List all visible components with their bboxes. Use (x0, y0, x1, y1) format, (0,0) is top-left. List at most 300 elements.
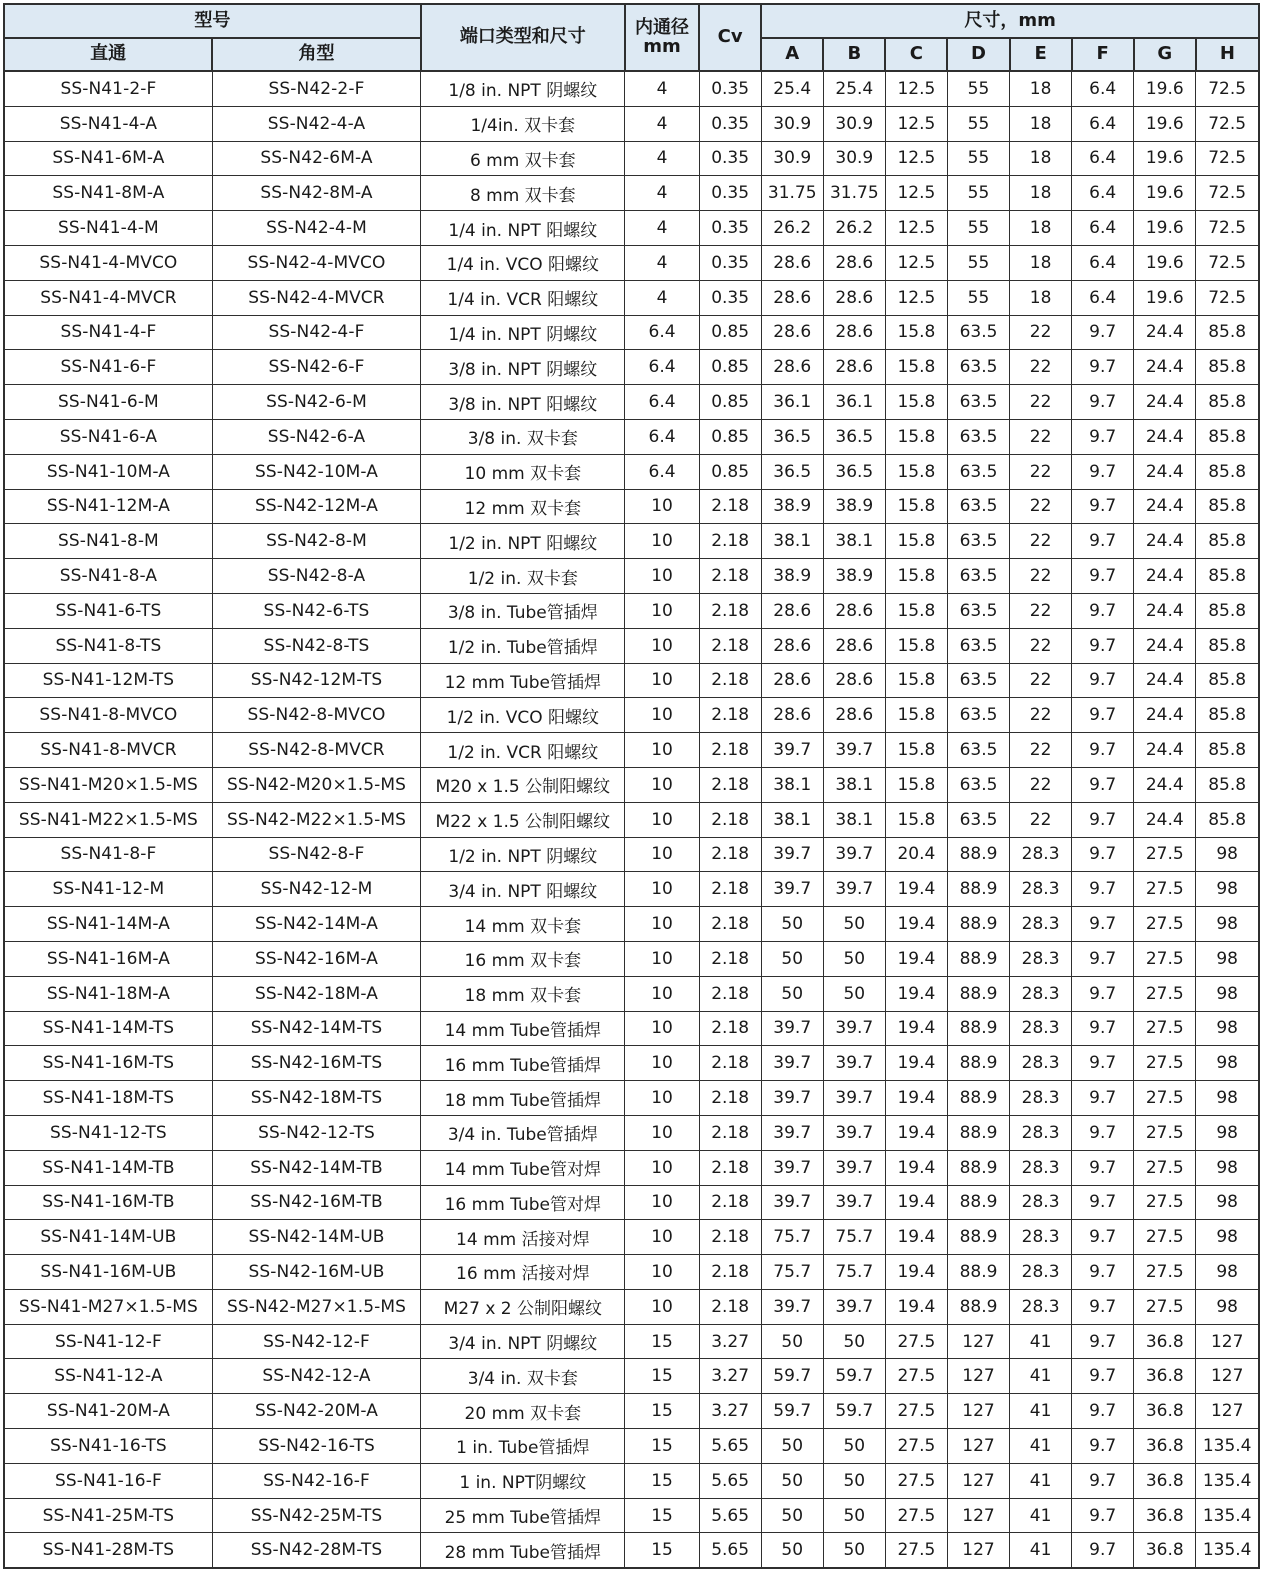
dim-g-cell: 27.5 (1134, 976, 1196, 1011)
dim-header-d: D (947, 38, 1009, 71)
dim-c-cell: 15.8 (885, 698, 947, 733)
angle-model-cell: SS-N42-8-F (212, 837, 420, 872)
dim-e-cell: 28.3 (1010, 837, 1072, 872)
dim-a-cell: 36.5 (761, 419, 823, 454)
table-row (4, 454, 1259, 489)
dim-d-cell: 88.9 (947, 1046, 1009, 1081)
port-cell: 16 mm Tube管对焊 (421, 1185, 625, 1220)
dim-g-cell: 36.8 (1134, 1533, 1196, 1568)
dim-d-cell: 63.5 (947, 454, 1009, 489)
dim-e-cell: 28.3 (1010, 1255, 1072, 1290)
dim-header-h: H (1196, 38, 1259, 71)
angle-model-cell: SS-N42-16M-A (212, 941, 420, 976)
straight-model-cell: SS-N41-4-MVCO (4, 245, 212, 280)
port-cell: 3/8 in. 双卡套 (421, 419, 625, 454)
dim-e-cell: 41 (1010, 1533, 1072, 1568)
dim-d-cell: 63.5 (947, 559, 1009, 594)
port-cell: 18 mm 双卡套 (421, 976, 625, 1011)
dim-a-cell: 75.7 (761, 1220, 823, 1255)
straight-model-cell: SS-N41-6M-A (4, 141, 212, 176)
bore-cell: 10 (625, 1185, 699, 1220)
dim-f-cell: 9.7 (1072, 698, 1134, 733)
dim-b-cell: 39.7 (823, 1046, 885, 1081)
dim-c-cell: 19.4 (885, 1046, 947, 1081)
port-cell: 1/2 in. NPT 阳螺纹 (421, 524, 625, 559)
angle-model-cell: SS-N42-4-M (212, 211, 420, 246)
dim-d-cell: 88.9 (947, 1289, 1009, 1324)
cv-cell: 0.85 (699, 454, 761, 489)
dim-c-cell: 19.4 (885, 1081, 947, 1116)
cv-cell: 0.85 (699, 385, 761, 420)
dim-b-cell: 28.6 (823, 593, 885, 628)
port-cell: 14 mm Tube管插焊 (421, 1011, 625, 1046)
dim-h-cell: 85.8 (1196, 315, 1259, 350)
dim-c-cell: 15.8 (885, 767, 947, 802)
angle-model-cell: SS-N42-6-M (212, 385, 420, 420)
dim-a-cell: 25.4 (761, 71, 823, 106)
angle-model-cell: SS-N42-14M-TB (212, 1150, 420, 1185)
dim-a-cell: 50 (761, 1498, 823, 1533)
cv-cell: 2.18 (699, 837, 761, 872)
dim-c-cell: 12.5 (885, 280, 947, 315)
dim-h-cell: 98 (1196, 1115, 1259, 1150)
dim-c-cell: 15.8 (885, 663, 947, 698)
cv-cell: 2.18 (699, 1150, 761, 1185)
dim-b-cell: 28.6 (823, 628, 885, 663)
cv-cell: 5.65 (699, 1533, 761, 1568)
dim-e-cell: 22 (1010, 559, 1072, 594)
dim-f-cell: 9.7 (1072, 1115, 1134, 1150)
table-row (4, 1185, 1259, 1220)
dim-b-cell: 39.7 (823, 837, 885, 872)
angle-model-cell: SS-N42-6-A (212, 419, 420, 454)
dim-f-cell: 9.7 (1072, 802, 1134, 837)
dim-f-cell: 9.7 (1072, 837, 1134, 872)
dim-e-cell: 28.3 (1010, 872, 1072, 907)
cv-cell: 2.18 (699, 1255, 761, 1290)
dim-c-cell: 15.8 (885, 733, 947, 768)
table-row (4, 176, 1259, 211)
dim-c-cell: 19.4 (885, 976, 947, 1011)
dim-a-cell: 39.7 (761, 1046, 823, 1081)
bore-cell: 6.4 (625, 454, 699, 489)
bore-cell: 15 (625, 1463, 699, 1498)
dim-a-cell: 28.6 (761, 245, 823, 280)
dim-f-cell: 9.7 (1072, 524, 1134, 559)
dim-d-cell: 88.9 (947, 907, 1009, 942)
dim-e-cell: 22 (1010, 663, 1072, 698)
dim-b-cell: 28.6 (823, 663, 885, 698)
dim-d-cell: 88.9 (947, 1185, 1009, 1220)
dim-a-cell: 39.7 (761, 1115, 823, 1150)
dim-d-cell: 88.9 (947, 1115, 1009, 1150)
angle-model-cell: SS-N42-4-MVCR (212, 280, 420, 315)
dim-a-cell: 50 (761, 907, 823, 942)
dim-a-cell: 38.1 (761, 524, 823, 559)
dim-e-cell: 18 (1010, 280, 1072, 315)
dim-d-cell: 127 (947, 1394, 1009, 1429)
dim-b-cell: 36.5 (823, 454, 885, 489)
dim-a-cell: 31.75 (761, 176, 823, 211)
dim-h-cell: 85.8 (1196, 802, 1259, 837)
dim-e-cell: 28.3 (1010, 1185, 1072, 1220)
dim-c-cell: 19.4 (885, 1255, 947, 1290)
dim-b-cell: 28.6 (823, 280, 885, 315)
bore-cell: 4 (625, 245, 699, 280)
dim-g-cell: 19.6 (1134, 245, 1196, 280)
table-row (4, 1220, 1259, 1255)
dim-d-cell: 63.5 (947, 315, 1009, 350)
dim-f-cell: 6.4 (1072, 106, 1134, 141)
dim-c-cell: 12.5 (885, 245, 947, 280)
straight-model-cell: SS-N41-6-F (4, 350, 212, 385)
bore-cell: 10 (625, 872, 699, 907)
dim-c-cell: 15.8 (885, 489, 947, 524)
cv-cell: 0.35 (699, 176, 761, 211)
dim-g-cell: 27.5 (1134, 1289, 1196, 1324)
dim-g-cell: 36.8 (1134, 1463, 1196, 1498)
dim-d-cell: 127 (947, 1324, 1009, 1359)
dim-e-cell: 22 (1010, 489, 1072, 524)
angle-model-cell: SS-N42-8-TS (212, 628, 420, 663)
table-row (4, 1359, 1259, 1394)
dim-d-cell: 63.5 (947, 350, 1009, 385)
port-cell: 3/4 in. 双卡套 (421, 1359, 625, 1394)
dim-h-cell: 98 (1196, 1081, 1259, 1116)
port-cell: 25 mm Tube管插焊 (421, 1498, 625, 1533)
angle-header: 角型 (212, 38, 420, 71)
dim-b-cell: 59.7 (823, 1359, 885, 1394)
bore-cell: 10 (625, 767, 699, 802)
straight-model-cell: SS-N41-14M-A (4, 907, 212, 942)
straight-model-cell: SS-N41-4-M (4, 211, 212, 246)
port-cell: 3/4 in. Tube管插焊 (421, 1115, 625, 1150)
dim-f-cell: 9.7 (1072, 489, 1134, 524)
dim-h-cell: 98 (1196, 976, 1259, 1011)
port-cell: 3/4 in. NPT 阴螺纹 (421, 1324, 625, 1359)
table-body (4, 71, 1259, 1568)
dim-g-cell: 24.4 (1134, 628, 1196, 663)
dim-d-cell: 88.9 (947, 1150, 1009, 1185)
dim-a-cell: 39.7 (761, 1150, 823, 1185)
table-row (4, 837, 1259, 872)
dim-d-cell: 127 (947, 1498, 1009, 1533)
cv-cell: 2.18 (699, 1081, 761, 1116)
table-row (4, 245, 1259, 280)
dim-d-cell: 88.9 (947, 976, 1009, 1011)
dim-a-cell: 59.7 (761, 1359, 823, 1394)
dim-e-cell: 41 (1010, 1394, 1072, 1429)
dim-h-cell: 135.4 (1196, 1429, 1259, 1464)
dim-a-cell: 28.6 (761, 350, 823, 385)
dim-e-cell: 18 (1010, 176, 1072, 211)
table-row (4, 872, 1259, 907)
dim-header-e: E (1010, 38, 1072, 71)
dim-b-cell: 38.1 (823, 767, 885, 802)
dim-d-cell: 127 (947, 1429, 1009, 1464)
straight-model-cell: SS-N41-16-F (4, 1463, 212, 1498)
bore-cell: 10 (625, 733, 699, 768)
table-row (4, 559, 1259, 594)
dim-h-cell: 85.8 (1196, 733, 1259, 768)
bore-cell: 4 (625, 106, 699, 141)
dim-h-cell: 98 (1196, 1011, 1259, 1046)
dim-e-cell: 18 (1010, 211, 1072, 246)
dim-a-cell: 26.2 (761, 211, 823, 246)
dim-a-cell: 38.9 (761, 559, 823, 594)
port-cell: 1/4 in. NPT 阳螺纹 (421, 211, 625, 246)
dim-e-cell: 28.3 (1010, 1011, 1072, 1046)
port-cell: 12 mm Tube管插焊 (421, 663, 625, 698)
dim-f-cell: 9.7 (1072, 1220, 1134, 1255)
dim-f-cell: 6.4 (1072, 245, 1134, 280)
dim-e-cell: 22 (1010, 419, 1072, 454)
cv-cell: 0.35 (699, 141, 761, 176)
table-row (4, 1289, 1259, 1324)
dim-a-cell: 59.7 (761, 1394, 823, 1429)
bore-cell: 10 (625, 593, 699, 628)
dim-e-cell: 28.3 (1010, 1046, 1072, 1081)
dim-g-cell: 27.5 (1134, 837, 1196, 872)
dim-c-cell: 27.5 (885, 1394, 947, 1429)
straight-model-cell: SS-N41-12-M (4, 872, 212, 907)
dim-g-cell: 19.6 (1134, 71, 1196, 106)
dim-g-cell: 24.4 (1134, 350, 1196, 385)
port-cell: 1/4 in. VCO 阳螺纹 (421, 245, 625, 280)
angle-model-cell: SS-N42-8-A (212, 559, 420, 594)
dim-c-cell: 19.4 (885, 1011, 947, 1046)
dim-c-cell: 15.8 (885, 315, 947, 350)
cv-cell: 2.18 (699, 489, 761, 524)
straight-model-cell: SS-N41-18M-A (4, 976, 212, 1011)
dim-f-cell: 9.7 (1072, 1046, 1134, 1081)
dim-a-cell: 39.7 (761, 1289, 823, 1324)
dim-f-cell: 9.7 (1072, 907, 1134, 942)
dim-d-cell: 127 (947, 1463, 1009, 1498)
cv-cell: 5.65 (699, 1463, 761, 1498)
dim-f-cell: 9.7 (1072, 872, 1134, 907)
port-cell: 16 mm 活接对焊 (421, 1255, 625, 1290)
dim-e-cell: 28.3 (1010, 1150, 1072, 1185)
dim-f-cell: 9.7 (1072, 1150, 1134, 1185)
dim-h-cell: 85.8 (1196, 350, 1259, 385)
dim-f-cell: 9.7 (1072, 385, 1134, 420)
dim-f-cell: 9.7 (1072, 315, 1134, 350)
angle-model-cell: SS-N42-4-F (212, 315, 420, 350)
port-cell: M22 x 1.5 公制阳螺纹 (421, 802, 625, 837)
angle-model-cell: SS-N42-M20×1.5-MS (212, 767, 420, 802)
dim-e-cell: 22 (1010, 350, 1072, 385)
dim-a-cell: 50 (761, 976, 823, 1011)
dim-b-cell: 50 (823, 976, 885, 1011)
bore-cell: 10 (625, 1289, 699, 1324)
dim-h-cell: 127 (1196, 1324, 1259, 1359)
dim-header-c: C (885, 38, 947, 71)
dim-b-cell: 38.9 (823, 559, 885, 594)
dim-a-cell: 28.6 (761, 698, 823, 733)
dim-b-cell: 31.75 (823, 176, 885, 211)
table-row (4, 489, 1259, 524)
dim-g-cell: 24.4 (1134, 593, 1196, 628)
dim-a-cell: 38.1 (761, 767, 823, 802)
port-cell: 12 mm 双卡套 (421, 489, 625, 524)
dim-f-cell: 9.7 (1072, 767, 1134, 802)
dim-a-cell: 39.7 (761, 837, 823, 872)
dim-h-cell: 85.8 (1196, 593, 1259, 628)
dim-b-cell: 50 (823, 907, 885, 942)
port-cell: 6 mm 双卡套 (421, 141, 625, 176)
dim-d-cell: 63.5 (947, 628, 1009, 663)
straight-model-cell: SS-N41-2-F (4, 71, 212, 106)
dim-b-cell: 39.7 (823, 872, 885, 907)
dim-d-cell: 88.9 (947, 872, 1009, 907)
dim-g-cell: 24.4 (1134, 524, 1196, 559)
angle-model-cell: SS-N42-12-TS (212, 1115, 420, 1150)
dim-a-cell: 28.6 (761, 280, 823, 315)
bore-cell: 4 (625, 71, 699, 106)
port-cell: 1/2 in. VCR 阳螺纹 (421, 733, 625, 768)
dim-b-cell: 28.6 (823, 698, 885, 733)
dim-g-cell: 36.8 (1134, 1429, 1196, 1464)
straight-model-cell: SS-N41-6-TS (4, 593, 212, 628)
cv-cell: 2.18 (699, 907, 761, 942)
bore-cell: 4 (625, 211, 699, 246)
dim-g-cell: 27.5 (1134, 907, 1196, 942)
dim-header-a: A (761, 38, 823, 71)
dim-b-cell: 39.7 (823, 1289, 885, 1324)
dim-g-cell: 27.5 (1134, 872, 1196, 907)
dim-c-cell: 27.5 (885, 1324, 947, 1359)
table-row (4, 315, 1259, 350)
dim-f-cell: 9.7 (1072, 1011, 1134, 1046)
bore-cell: 4 (625, 141, 699, 176)
dim-g-cell: 19.6 (1134, 280, 1196, 315)
dim-b-cell: 36.5 (823, 419, 885, 454)
dim-d-cell: 55 (947, 106, 1009, 141)
dim-h-cell: 85.8 (1196, 419, 1259, 454)
dim-d-cell: 55 (947, 141, 1009, 176)
dim-h-cell: 72.5 (1196, 106, 1259, 141)
cv-cell: 2.18 (699, 524, 761, 559)
bore-cell: 15 (625, 1533, 699, 1568)
straight-model-cell: SS-N41-12-F (4, 1324, 212, 1359)
dim-d-cell: 88.9 (947, 941, 1009, 976)
dim-a-cell: 39.7 (761, 1081, 823, 1116)
angle-model-cell: SS-N42-4-A (212, 106, 420, 141)
angle-model-cell: SS-N42-10M-A (212, 454, 420, 489)
cv-cell: 0.35 (699, 280, 761, 315)
port-cell: M20 x 1.5 公制阳螺纹 (421, 767, 625, 802)
table-row (4, 1011, 1259, 1046)
dim-c-cell: 15.8 (885, 628, 947, 663)
dim-a-cell: 39.7 (761, 1011, 823, 1046)
dim-g-cell: 19.6 (1134, 141, 1196, 176)
dim-g-cell: 36.8 (1134, 1394, 1196, 1429)
dim-h-cell: 135.4 (1196, 1533, 1259, 1568)
angle-model-cell: SS-N42-14M-TS (212, 1011, 420, 1046)
dim-g-cell: 36.8 (1134, 1324, 1196, 1359)
dim-a-cell: 38.9 (761, 489, 823, 524)
angle-model-cell: SS-N42-12-A (212, 1359, 420, 1394)
dim-f-cell: 6.4 (1072, 71, 1134, 106)
dim-e-cell: 22 (1010, 628, 1072, 663)
port-cell: 28 mm Tube管插焊 (421, 1533, 625, 1568)
port-cell: 14 mm 双卡套 (421, 907, 625, 942)
dim-c-cell: 12.5 (885, 176, 947, 211)
dim-g-cell: 24.4 (1134, 802, 1196, 837)
straight-model-cell: SS-N41-12M-TS (4, 663, 212, 698)
dim-f-cell: 9.7 (1072, 1324, 1134, 1359)
dim-e-cell: 22 (1010, 524, 1072, 559)
bore-header (625, 4, 699, 71)
dim-e-cell: 22 (1010, 593, 1072, 628)
angle-model-cell: SS-N42-12-F (212, 1324, 420, 1359)
bore-cell: 15 (625, 1359, 699, 1394)
dim-f-cell: 9.7 (1072, 1394, 1134, 1429)
bore-header-line2: mm (643, 35, 681, 57)
port-cell: 3/4 in. NPT 阳螺纹 (421, 872, 625, 907)
straight-model-cell: SS-N41-4-A (4, 106, 212, 141)
dim-g-cell: 27.5 (1134, 1081, 1196, 1116)
dim-a-cell: 30.9 (761, 106, 823, 141)
straight-model-cell: SS-N41-6-M (4, 385, 212, 420)
dim-f-cell: 9.7 (1072, 941, 1134, 976)
dim-c-cell: 19.4 (885, 1115, 947, 1150)
angle-model-cell: SS-N42-M22×1.5-MS (212, 802, 420, 837)
cv-cell: 2.18 (699, 802, 761, 837)
dim-h-cell: 98 (1196, 1255, 1259, 1290)
dim-e-cell: 22 (1010, 698, 1072, 733)
angle-model-cell: SS-N42-6M-A (212, 141, 420, 176)
dim-g-cell: 19.6 (1134, 211, 1196, 246)
straight-model-cell: SS-N41-18M-TS (4, 1081, 212, 1116)
straight-model-cell: SS-N41-16M-UB (4, 1255, 212, 1290)
dim-h-cell: 98 (1196, 872, 1259, 907)
angle-model-cell: SS-N42-12M-A (212, 489, 420, 524)
cv-cell: 2.18 (699, 976, 761, 1011)
table-row (4, 1115, 1259, 1150)
dim-e-cell: 28.3 (1010, 1115, 1072, 1150)
dim-a-cell: 36.1 (761, 385, 823, 420)
straight-model-cell: SS-N41-12-TS (4, 1115, 212, 1150)
cv-cell: 2.18 (699, 1011, 761, 1046)
dim-h-cell: 98 (1196, 941, 1259, 976)
cv-cell: 0.85 (699, 315, 761, 350)
dim-h-cell: 127 (1196, 1394, 1259, 1429)
table-row (4, 593, 1259, 628)
bore-cell: 10 (625, 1255, 699, 1290)
table-row (4, 106, 1259, 141)
dim-d-cell: 127 (947, 1359, 1009, 1394)
table-row (4, 1394, 1259, 1429)
table-row (4, 1324, 1259, 1359)
straight-model-cell: SS-N41-8-A (4, 559, 212, 594)
dim-c-cell: 15.8 (885, 454, 947, 489)
dim-e-cell: 28.3 (1010, 1081, 1072, 1116)
bore-cell: 4 (625, 176, 699, 211)
dim-f-cell: 9.7 (1072, 733, 1134, 768)
bore-cell: 10 (625, 1115, 699, 1150)
dim-g-cell: 24.4 (1134, 419, 1196, 454)
dim-h-cell: 72.5 (1196, 176, 1259, 211)
port-cell: 3/8 in. Tube管插焊 (421, 593, 625, 628)
dim-e-cell: 18 (1010, 141, 1072, 176)
dim-c-cell: 20.4 (885, 837, 947, 872)
dim-f-cell: 9.7 (1072, 976, 1134, 1011)
cv-cell: 0.35 (699, 211, 761, 246)
dim-h-cell: 72.5 (1196, 280, 1259, 315)
model-group-header: 型号 (4, 4, 421, 38)
